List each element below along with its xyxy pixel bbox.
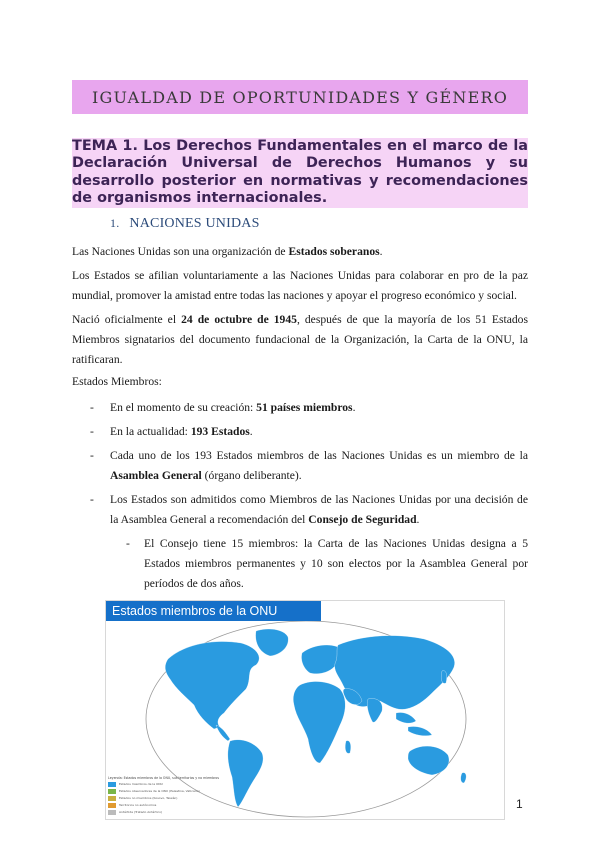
legend-item <box>108 781 213 787</box>
paragraph-4-text: Estados Miembros: <box>72 375 162 388</box>
paragraph-2-text: Los Estados se afilian voluntariamente a las Naciones Unidas para colaborar en pro de la paz mundial, promover la amistad entre todas las naciones y apoyar el progreso económico y social. <box>72 269 528 302</box>
bullet-item-2-text <box>110 422 528 442</box>
bullet-item-3-text <box>110 446 528 486</box>
paragraph-3 <box>72 310 528 370</box>
paragraph-1-bold: Estados soberanos <box>288 245 380 258</box>
legend-item <box>108 802 213 808</box>
course-title-banner <box>72 80 528 114</box>
legend-label: Estados miembros de la ONU <box>119 782 163 786</box>
tema-title: TEMA 1. Los Derechos Fundamentales en el marco de la Declaración Universal de Derechos Humanos y su desarrollo posterior en normativas y recomendaciones de organismos internacionales. <box>72 138 528 207</box>
legend-item <box>108 795 213 801</box>
landmass-madagascar <box>345 741 351 754</box>
section-number: 1. <box>110 216 120 230</box>
legend-label: Estados no miembros (Kosovo, Taiwán) <box>119 796 178 800</box>
course-title: IGUALDAD DE OPORTUNIDADES Y GÉNERO <box>91 87 509 107</box>
bullet-2-bold: 193 Estados <box>190 425 250 438</box>
bullet-3-text-a: Cada uno de los 193 Estados miembros de las Naciones Unidas es un miembro de la <box>110 449 528 462</box>
legend-swatch <box>108 810 116 815</box>
legend-item <box>108 788 213 794</box>
bullet-4-bold: Consejo de Seguridad <box>308 513 417 526</box>
paragraph-1 <box>72 242 528 262</box>
legend-swatch <box>108 782 116 787</box>
legend-label: Estados observadores de la ONU (Palestina, Vaticano) <box>119 789 200 793</box>
bullet-3-bold: Asamblea General <box>110 469 202 482</box>
paragraph-1-text-a: Las Naciones Unidas son una organización de <box>72 245 289 258</box>
map-title: Estados miembros de la ONU <box>106 601 321 621</box>
section-title: NACIONES UNIDAS <box>129 216 260 231</box>
legend-heading: Leyenda: Estados miembros de la ONU, sus territorios y no miembros <box>108 776 220 780</box>
map-legend <box>108 776 220 816</box>
legend-swatch <box>108 796 116 801</box>
sub-bullet-item-1-text: El Consejo tiene 15 miembros: la Carta de las Naciones Unidas designa a 5 Estados miembros permanentes y 10 son electos por la Asamblea General por períodos de dos años. <box>144 537 528 590</box>
bullet-3-text-c: (órgano deliberante). <box>201 469 302 482</box>
bullet-4-text-c: . <box>416 513 420 526</box>
legend-swatch <box>108 803 116 808</box>
sub-bullet-dash: - <box>126 537 130 550</box>
bullet-item-2 <box>72 422 528 442</box>
bullet-1-text-a: En el momento de su creación: <box>110 401 257 414</box>
paragraph-4 <box>72 372 528 392</box>
landmass-japan <box>441 671 447 684</box>
bullet-4-text-a: Los Estados son admitidos como Miembros de las Naciones Unidas por una decisión de la Asamblea General a recomendación del <box>110 493 528 526</box>
legend-label: Antártida (Tratado Antártico) <box>119 810 163 814</box>
bullet-dash: - <box>90 449 94 462</box>
bullet-item-4-text <box>110 490 528 530</box>
bullet-item-3 <box>72 446 528 486</box>
paragraph-1-text-c: . <box>379 245 383 258</box>
sub-bullet-item-1 <box>72 534 528 594</box>
bullet-2-text-c: . <box>249 425 253 438</box>
paragraph-3-bold: 24 de octubre de 1945 <box>181 313 297 326</box>
bullet-dash: - <box>90 493 94 506</box>
bullet-dash: - <box>90 401 94 414</box>
bullet-dash: - <box>90 425 94 438</box>
paragraph-2 <box>72 266 528 306</box>
legend-swatch <box>108 789 116 794</box>
bullet-1-bold: 51 países miembros <box>256 401 353 414</box>
page-number: 1 <box>516 797 523 811</box>
bullet-item-4 <box>72 490 528 530</box>
bullet-2-text-a: En la actualidad: <box>110 425 191 438</box>
section-heading <box>110 216 260 232</box>
legend-label: Territorios no autónomos <box>119 803 157 807</box>
legend-item <box>108 809 213 815</box>
tema-heading-box <box>72 138 528 208</box>
bullet-1-text-c: . <box>352 401 356 414</box>
bullet-item-1-text <box>110 398 528 418</box>
bullet-item-1 <box>72 398 528 418</box>
paragraph-3-text-c: , después de que la mayoría de los 51 Estados Miembros signatarios del documento fundacional de la Organización, la Carta de la ONU, la ratificaran. <box>72 313 528 366</box>
paragraph-3-text-a: Nació oficialmente el <box>72 313 182 326</box>
landmass-new-zealand <box>461 773 466 783</box>
